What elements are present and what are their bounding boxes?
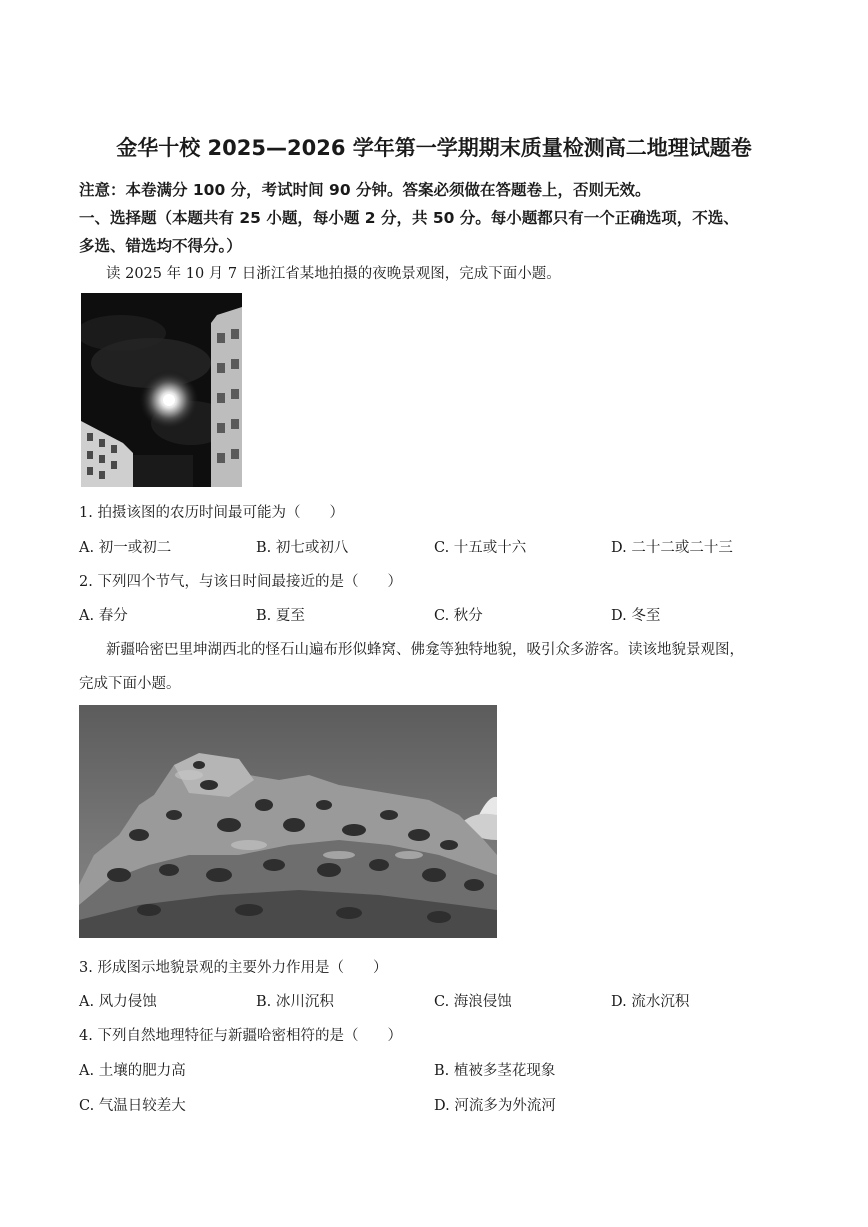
section-heading-line2: 多选、错选均不得分。）: [79, 237, 242, 255]
intro-question-group-1: 读 2025 年 10 月 7 日浙江省某地拍摄的夜晚景观图，完成下面小题。: [106, 266, 561, 282]
question-1-stem: 1. 拍摄该图的农历时间最可能为（ ）: [79, 505, 344, 521]
q3-option-d: D. 流水沉积: [611, 994, 690, 1010]
honeycomb-rock-photo: [79, 705, 497, 938]
q1-option-a: A. 初一或初二: [79, 540, 172, 556]
page-title: 金华十校 2025—2026 学年第一学期期末质量检测高二地理试题卷: [116, 136, 752, 160]
q3-option-b: B. 冰川沉积: [256, 994, 334, 1010]
intro-question-group-2-line1: 新疆哈密巴里坤湖西北的怪石山遍布形似蜂窝、佛龛等独特地貌，吸引众多游客。读该地貌景观图，: [106, 642, 744, 658]
q1-option-d: D. 二十二或二十三: [611, 540, 733, 556]
q3-option-a: A. 风力侵蚀: [79, 994, 157, 1010]
q4-option-c: C. 气温日较差大: [79, 1098, 186, 1114]
question-3-stem: 3. 形成图示地貌景观的主要外力作用是（ ）: [79, 960, 388, 976]
notice: 注意：本卷满分 100 分，考试时间 90 分钟。答案必须做在答题卷上，否则无效。: [79, 181, 651, 199]
question-2-stem: 2. 下列四个节气，与该日时间最接近的是（ ）: [79, 574, 402, 590]
night-moon-photo: [81, 293, 242, 487]
q4-option-a: A. 土壤的肥力高: [79, 1063, 186, 1079]
q2-option-d: D. 冬至: [611, 608, 661, 624]
q4-option-d: D. 河流多为外流河: [434, 1098, 556, 1114]
q2-option-c: C. 秋分: [434, 608, 483, 624]
question-4-stem: 4. 下列自然地理特征与新疆哈密相符的是（ ）: [79, 1028, 402, 1044]
q1-option-b: B. 初七或初八: [256, 540, 349, 556]
q2-option-a: A. 春分: [79, 608, 128, 624]
q3-option-c: C. 海浪侵蚀: [434, 994, 512, 1010]
q4-option-b: B. 植被多茎花现象: [434, 1063, 556, 1079]
intro-question-group-2-line2: 完成下面小题。: [79, 676, 181, 692]
q2-option-b: B. 夏至: [256, 608, 305, 624]
q1-option-c: C. 十五或十六: [434, 540, 527, 556]
section-heading-line1: 一、选择题（本题共有 25 小题，每小题 2 分，共 50 分。每小题都只有一个正确选项，不选、: [79, 209, 739, 227]
